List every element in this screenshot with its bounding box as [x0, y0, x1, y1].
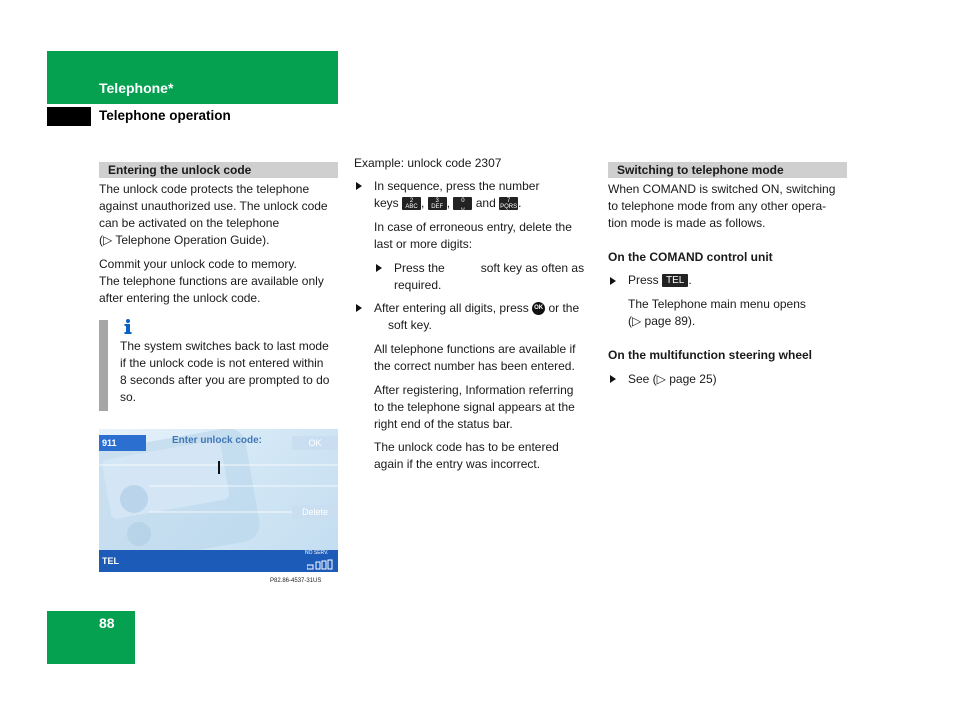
- text-line: 8 seconds after you are prompted to do: [120, 373, 330, 387]
- status-network: NO SERV.: [305, 550, 329, 556]
- erroneous-entry-paragraph: [374, 219, 599, 253]
- text-line: the correct number has been entered.: [374, 359, 575, 373]
- bullet-icon: [356, 182, 362, 190]
- step-press-keys: In sequence, press the number: [374, 179, 540, 193]
- all-functions-paragraph: [374, 341, 599, 375]
- text-and: and: [475, 196, 496, 210]
- heading-comand-control-unit: On the COMAND control unit: [608, 250, 773, 264]
- text-line: (▷ page 89).: [628, 314, 696, 328]
- left-paragraph-2: [99, 256, 344, 307]
- note-bar: [99, 320, 108, 411]
- text-line: required.: [394, 278, 442, 292]
- bullet-icon: [610, 375, 616, 383]
- text-line: again if the entry was incorrect.: [374, 457, 541, 471]
- text-line: against unauthorized use. The unlock code: [99, 199, 328, 213]
- text-line: All telephone functions are available if: [374, 342, 576, 356]
- key-label: 7: [506, 198, 511, 205]
- key-3-icon: [428, 197, 447, 210]
- text-press-the: Press the: [394, 261, 445, 275]
- text-line: if the unlock code is not entered within: [120, 356, 324, 370]
- unlock-again-paragraph: [374, 439, 599, 473]
- text-softkey: soft key as often as: [480, 261, 585, 275]
- page-number: 88: [99, 615, 115, 631]
- key-label: PQRS: [500, 204, 518, 211]
- text-line: last or more digits:: [374, 237, 473, 251]
- header-band: [47, 51, 338, 104]
- text-line: The telephone functions are available only: [99, 274, 324, 288]
- chapter-title: Telephone*: [99, 80, 174, 96]
- tel-key-icon: TEL: [662, 274, 688, 287]
- note-text: [120, 338, 342, 406]
- right-paragraph-1: [608, 181, 853, 232]
- example-line: Example: unlock code 2307: [354, 156, 502, 170]
- status-mode: TEL: [102, 556, 119, 566]
- step-keys-line: keys 2 ABC , 3 DEF , 0 ␣ and 7 PQRS.: [374, 196, 522, 211]
- text-after-entering: After entering all digits, press: [374, 301, 529, 315]
- text-line: When COMAND is switched ON, switching: [608, 182, 836, 196]
- image-reference: P82.86-4537-31US: [270, 578, 322, 584]
- bullet-icon: [356, 304, 362, 312]
- key-label: DEF: [431, 204, 444, 211]
- text-line: [394, 260, 599, 277]
- text-line: after entering the unlock code.: [99, 291, 261, 305]
- key-label: ABC: [405, 204, 418, 211]
- bullet-icon: [376, 264, 382, 272]
- text-line: The Telephone main menu opens: [628, 297, 806, 311]
- text-cursor: [218, 461, 220, 474]
- tel-menu-paragraph: [628, 296, 848, 330]
- signal-strength-icon: [307, 557, 337, 572]
- key-label: 0: [461, 198, 465, 205]
- unlock-code-field[interactable]: 911: [99, 435, 146, 451]
- key-0-icon: [453, 197, 472, 210]
- text-line: tion mode is made as follows.: [608, 216, 766, 230]
- delete-softkey[interactable]: Delete: [292, 505, 338, 519]
- heading-steering-wheel: On the multifunction steering wheel: [608, 348, 813, 362]
- key-7-icon: [499, 197, 518, 210]
- text-line: The system switches back to last mode: [120, 339, 329, 353]
- text-line: After registering, Information referring: [374, 383, 574, 397]
- step-see-page: See (▷ page 25): [628, 372, 717, 386]
- text-line: can be activated on the telephone: [99, 216, 280, 230]
- text-line: to the telephone signal appears at the: [374, 400, 575, 414]
- page-number-box: [47, 611, 135, 664]
- ok-softkey[interactable]: OK: [292, 436, 338, 450]
- text-keys: keys: [374, 196, 399, 210]
- text-line: The unlock code has to be entered: [374, 440, 559, 454]
- after-registering-paragraph: [374, 382, 599, 433]
- text-line: right end of the status bar.: [374, 417, 513, 431]
- key-2-icon: [402, 197, 421, 210]
- step-after-entering: [374, 300, 599, 334]
- text-line: The unlock code protects the telephone: [99, 182, 310, 196]
- text-or-the: or the: [548, 301, 580, 315]
- text-line: soft key.: [388, 318, 432, 332]
- text-line: so.: [120, 390, 137, 404]
- status-bar: [99, 550, 338, 572]
- ok-button-icon: OK: [532, 302, 545, 315]
- key-label: 3: [435, 198, 439, 205]
- section-marker: [47, 107, 91, 126]
- section-heading-switching: Switching to telephone mode: [608, 162, 847, 178]
- text-line: Commit your unlock code to memory.: [99, 257, 297, 271]
- text-line: [374, 300, 599, 317]
- comand-screen: [99, 429, 338, 572]
- section-heading-unlock: Entering the unlock code: [99, 162, 338, 178]
- key-label: 2: [409, 198, 414, 205]
- key-label: ␣: [460, 204, 465, 211]
- bullet-icon: [610, 277, 616, 285]
- unlock-prompt: Enter unlock code:: [172, 435, 263, 446]
- substep-delete: [394, 260, 599, 294]
- text-line: (▷ Telephone Operation Guide).: [99, 233, 270, 247]
- text-line: In case of erroneous entry, delete the: [374, 220, 572, 234]
- text-press: Press: [628, 273, 659, 287]
- info-icon: [120, 318, 136, 336]
- step-press-tel: Press TEL .: [628, 273, 692, 287]
- text-line: to telephone mode from any other opera-: [608, 199, 827, 213]
- section-title: Telephone operation: [99, 108, 231, 123]
- left-paragraph-1: [99, 181, 344, 249]
